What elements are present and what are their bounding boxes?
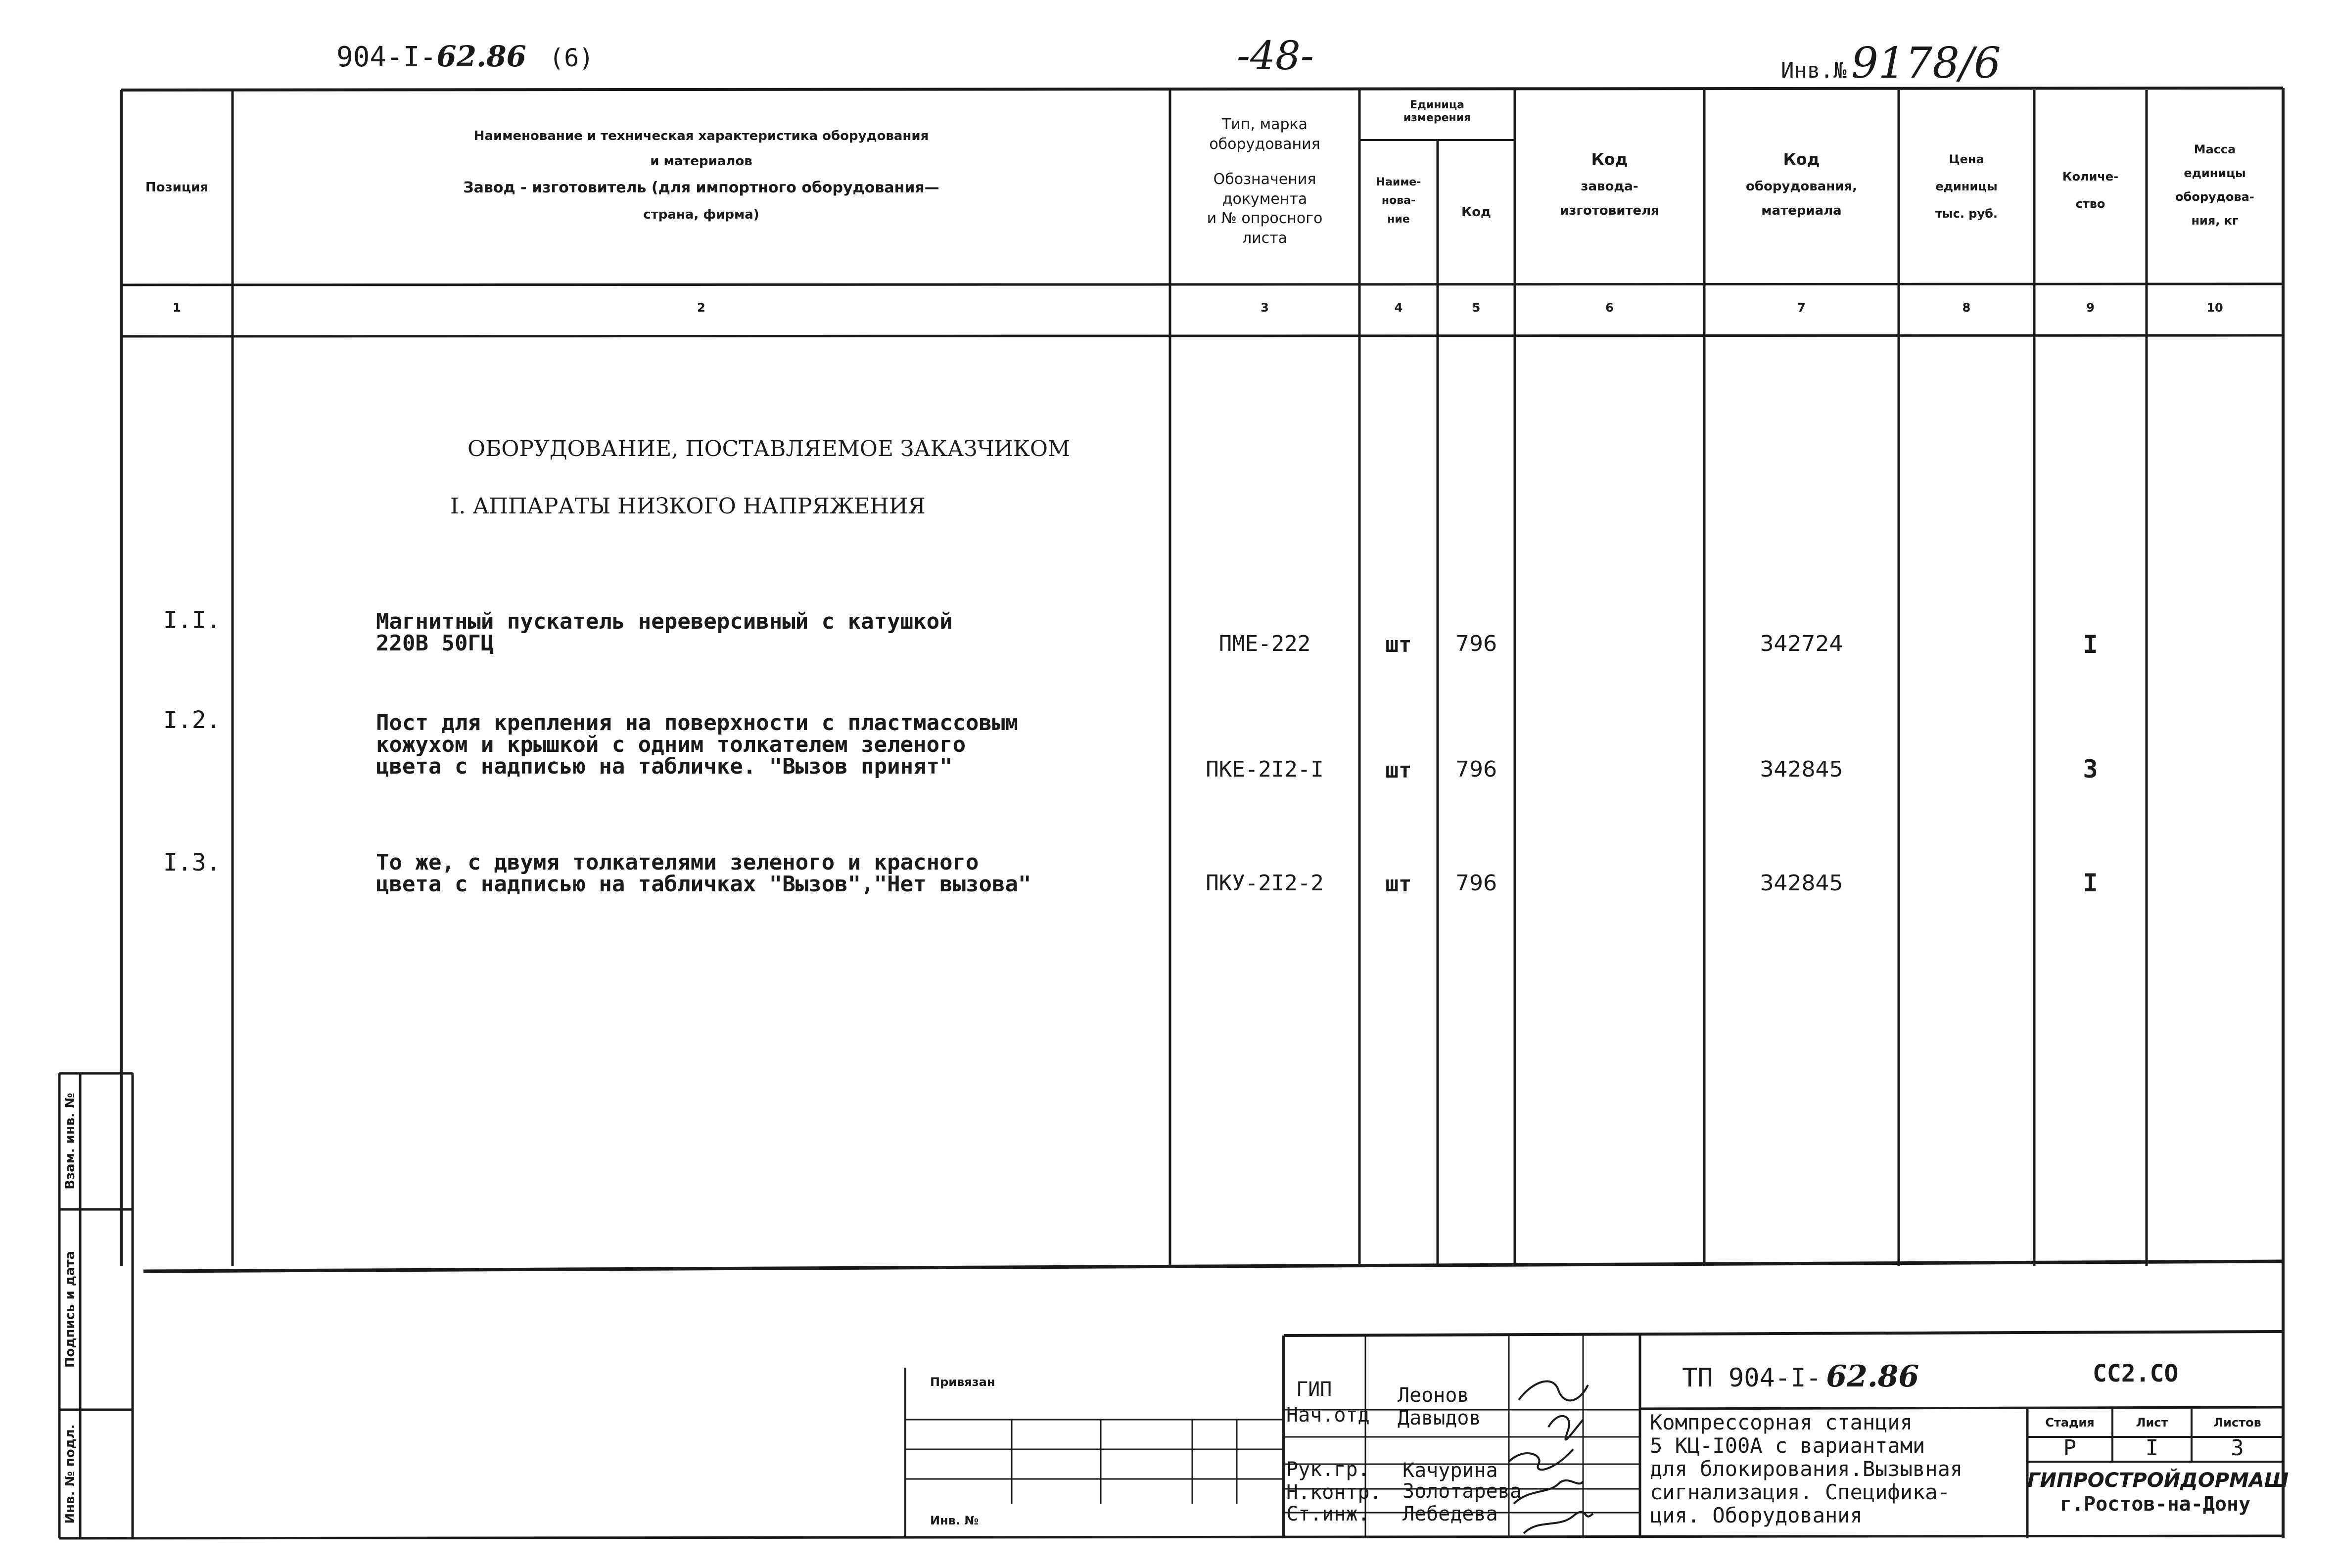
- row-2-unit-code: 796: [1455, 757, 1497, 782]
- sheet-code: СС2.СО: [2093, 1360, 2179, 1387]
- header-unit-name: [1359, 173, 1438, 229]
- staff-role-1: ГИП: [1296, 1378, 1332, 1401]
- header-price: [1899, 146, 2034, 228]
- header-unit-line2: измерения: [1403, 112, 1471, 125]
- sheet-number-paren: (6): [549, 44, 594, 72]
- row-1-unit-code: 796: [1455, 631, 1497, 656]
- header-name-line3: Завод - изготовитель (для импортного оборудования—: [463, 179, 939, 197]
- row-1-unit: шт: [1385, 632, 1412, 657]
- row-3-equipment-code: 342845: [1760, 871, 1843, 896]
- header-equip-line2: оборудования,: [1745, 179, 1858, 194]
- row-1-name-line2: 220В 50ГЦ: [376, 631, 494, 656]
- header-equip-line1: Код: [1783, 150, 1820, 169]
- description-line4: сигнализация. Специфика-: [1650, 1480, 1950, 1505]
- header-maker-line2: завода-: [1581, 179, 1638, 194]
- row-2-name: [376, 712, 1018, 778]
- header-name: [233, 128, 1170, 224]
- column-number-3: 3: [1261, 301, 1269, 315]
- header-equipment-code: [1704, 144, 1899, 224]
- header-unit-name-line2: нова-: [1381, 194, 1416, 207]
- header-qty-line1: Количе-: [2062, 170, 2119, 184]
- header-type: [1170, 115, 1359, 248]
- staff-name-5: Лебедева: [1402, 1503, 1498, 1525]
- title-inv-no: Инв. №: [930, 1514, 979, 1527]
- column-number-6: 6: [1605, 301, 1614, 315]
- header-name-line2: и материалов: [650, 154, 752, 169]
- row-2-name-line2: кожухом и крышкой с одним толкателем зеленого: [376, 732, 966, 757]
- row-3-type: ПКУ-2I2-2: [1206, 871, 1324, 896]
- header-price-line3: тыс. руб.: [1935, 207, 1998, 221]
- drawing-description: [1650, 1411, 1963, 1527]
- header-quantity: [2034, 163, 2147, 218]
- sheet-label: Лист: [2136, 1416, 2168, 1430]
- row-3-name-line2: цвета с надписью на табличках "Вызов","Нет вызова": [376, 872, 1031, 897]
- row-1-type: ПМЕ-222: [1218, 631, 1311, 656]
- row-2-equipment-code: 342845: [1760, 757, 1843, 782]
- description-line5: ция. Оборудования: [1650, 1503, 1863, 1528]
- header-unit-code: Код: [1461, 205, 1492, 220]
- margin-vzam-inv: Взам. инв. №: [63, 1093, 78, 1190]
- header-type-line4: документа: [1222, 190, 1308, 208]
- stage-label: Стадия: [2045, 1416, 2095, 1430]
- description-line3: для блокирования.Вызывная: [1650, 1457, 1963, 1481]
- sheets-label: Листов: [2213, 1416, 2261, 1430]
- project-code: [1682, 1359, 1919, 1394]
- header-equip-line3: материала: [1761, 203, 1842, 219]
- row-3-position: I.3.: [163, 849, 221, 876]
- row-2-name-line1: Пост для крепления на поверхности с пластмассовым: [376, 710, 1019, 736]
- organization-name: ГИПРОСТРОЙДОРМАШ: [2027, 1469, 2289, 1492]
- header-type-line2: оборудования: [1209, 135, 1320, 153]
- row-2-type: ПКЕ-2I2-I: [1206, 757, 1324, 782]
- section-title: ОБОРУДОВАНИЕ, ПОСТАВЛЯЕМОЕ ЗАКАЗЧИКОМ: [467, 436, 1071, 461]
- row-1-equipment-code: 342724: [1760, 631, 1843, 656]
- header-type-line6: листа: [1242, 229, 1288, 247]
- header-mass-line2: единицы: [2184, 166, 2246, 180]
- row-2-quantity: 3: [2083, 755, 2098, 784]
- column-number-4: 4: [1394, 301, 1403, 315]
- row-2-unit: шт: [1385, 758, 1412, 783]
- header-mass-line1: Масса: [2194, 142, 2236, 156]
- row-3-name-line1: То же, с двумя толкателями зеленого и красного: [376, 850, 979, 875]
- subsection-title: I. АППАРАТЫ НИЗКОГО НАПРЯЖЕНИЯ: [450, 494, 926, 519]
- project-code-handwritten: 62.86: [1826, 1359, 1919, 1394]
- row-3-name: [376, 852, 1031, 895]
- header-unit: [1359, 99, 1515, 125]
- staff-name-2: Давыдов: [1398, 1407, 1481, 1430]
- row-1-name-line1: Магнитный пускатель нереверсивный с катушкой: [376, 609, 953, 634]
- header-mass-line3: оборудова-: [2175, 190, 2254, 204]
- column-number-9: 9: [2086, 301, 2095, 315]
- description-line1: Компрессорная станция: [1650, 1410, 1913, 1434]
- stage-value: Р: [2063, 1435, 2077, 1461]
- staff-role-3: Рук.гр.: [1286, 1458, 1370, 1481]
- sheets-value: 3: [2231, 1435, 2244, 1461]
- header-unit-line1: Единица: [1410, 99, 1464, 111]
- row-1-name: [376, 611, 953, 654]
- inventory-label: Инв.№: [1781, 58, 1847, 83]
- header-mass-line4: ния, кг: [2191, 214, 2239, 228]
- row-2-position: I.2.: [163, 706, 221, 734]
- organization-city: г.Ростов-на-Дону: [2059, 1493, 2251, 1516]
- margin-signature-date: Подпись и дата: [63, 1250, 78, 1368]
- row-1-quantity: I: [2083, 630, 2098, 659]
- sheet-value: I: [2145, 1435, 2159, 1461]
- project-code-printed: ТП 904-I-: [1682, 1363, 1822, 1393]
- row-3-unit: шт: [1385, 872, 1412, 897]
- header-type-line1: Тип, марка: [1221, 116, 1308, 133]
- header-qty-line2: ство: [2075, 197, 2105, 211]
- document-code-printed: 904-I-: [336, 41, 437, 73]
- header-unit-name-line1: Наиме-: [1376, 176, 1421, 188]
- header-maker-line1: Код: [1591, 150, 1628, 169]
- staff-name-3: Качурина: [1402, 1459, 1498, 1482]
- column-number-1: 1: [173, 301, 181, 315]
- header-type-line5: и № опросного: [1207, 210, 1323, 228]
- staff-role-5: Ст.инж.: [1286, 1503, 1370, 1525]
- header-price-line1: Цена: [1949, 152, 1984, 166]
- header-mass: [2147, 138, 2283, 232]
- header-name-line4: страна, фирма): [643, 207, 759, 222]
- inventory-number: [1781, 39, 2001, 88]
- column-number-10: 10: [2206, 301, 2223, 315]
- header-position: Позиция: [145, 180, 209, 195]
- header-price-line2: единицы: [1935, 180, 1998, 194]
- staff-name-4: Золотарева: [1402, 1480, 1522, 1503]
- staff-role-2: Нач.отд: [1286, 1404, 1370, 1427]
- row-1-position: I.I.: [163, 606, 221, 634]
- staff-name-1: Леонов: [1398, 1384, 1469, 1407]
- header-unit-name-line3: ние: [1387, 213, 1410, 226]
- title-privyazan: Привязан: [930, 1375, 995, 1389]
- header-maker-line3: изготовителя: [1560, 203, 1659, 219]
- column-number-5: 5: [1472, 301, 1481, 315]
- header-name-line1: Наименование и техническая характеристика оборудования: [473, 129, 929, 143]
- page-number: -48-: [1237, 33, 1314, 79]
- column-number-7: 7: [1797, 301, 1806, 315]
- margin-inv-podl: Инв. № подл.: [63, 1424, 78, 1524]
- header-type-line3: Обозначения: [1213, 171, 1316, 188]
- column-number-8: 8: [1962, 301, 1971, 315]
- staff-role-4: Н.контр.: [1286, 1481, 1382, 1504]
- description-line2: 5 КЦ-I00А с вариантами: [1650, 1433, 1925, 1458]
- header-maker-code: [1515, 144, 1704, 224]
- row-3-quantity: I: [2083, 869, 2098, 897]
- document-code: [336, 40, 526, 73]
- inventory-number-handwritten: 9178/6: [1851, 39, 2001, 88]
- document-code-handwritten: 62.86: [436, 40, 526, 73]
- column-number-2: 2: [697, 301, 705, 315]
- row-3-unit-code: 796: [1455, 871, 1497, 896]
- row-2-name-line3: цвета с надписью на табличке. "Вызов принят": [376, 754, 953, 779]
